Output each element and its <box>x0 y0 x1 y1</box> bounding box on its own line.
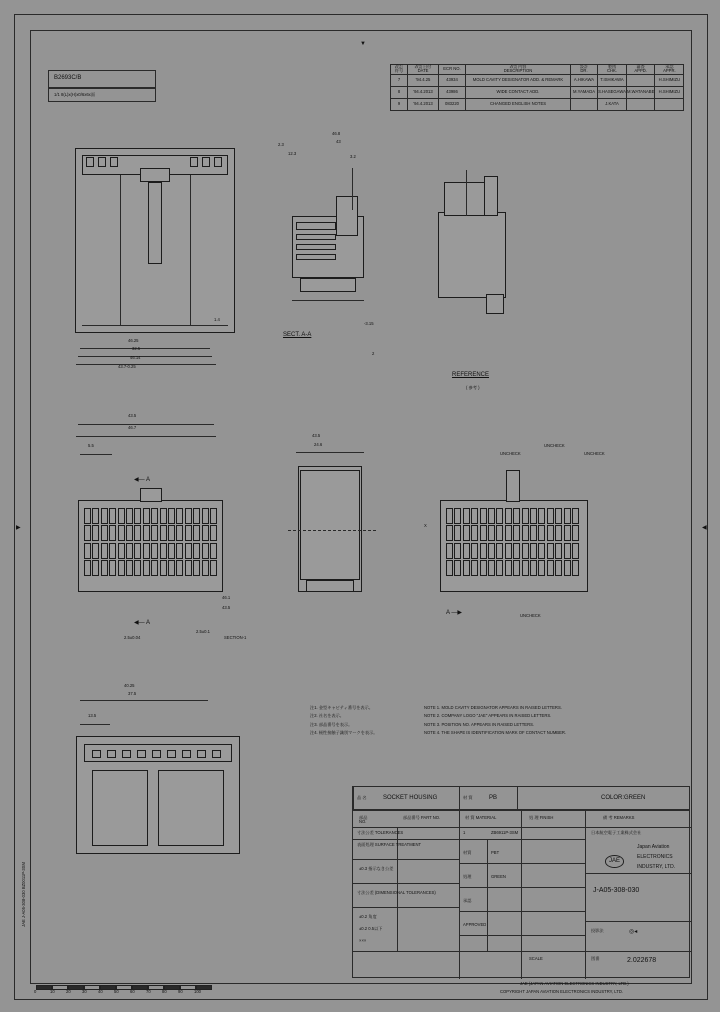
notes-english <box>424 706 664 740</box>
cavity-cell <box>480 525 487 541</box>
cavity-cell <box>185 560 192 576</box>
view-mark-a-right: A —▶ <box>446 610 462 616</box>
dim-top-3: 46.14 <box>130 355 141 360</box>
dim-mid-10: SECTION-1 <box>224 635 247 640</box>
revision-cell: '94.4.2013 <box>408 98 439 110</box>
latch-tooth <box>197 750 206 758</box>
cavity-cell <box>463 525 470 541</box>
dim-mid-x: X <box>424 523 427 528</box>
center-mark-top <box>360 32 366 50</box>
cavity-cell <box>488 560 495 576</box>
cavity-cell <box>480 543 487 559</box>
revision-cell: 7 <box>391 74 408 86</box>
cavity-cell <box>496 543 503 559</box>
cavity-cell <box>572 560 579 576</box>
cavity-cell <box>193 543 200 559</box>
cavity-cell <box>522 560 529 576</box>
revision-cell: J.KATA <box>598 98 627 110</box>
spec-row-material-val: PBT <box>491 850 500 855</box>
cavity-cell <box>446 525 453 541</box>
revision-cell: H.SHIMIZU <box>655 86 684 98</box>
revision-cell: M.YAMADA <box>571 86 598 98</box>
cavity-cell <box>193 508 200 524</box>
view-mark-a-left2: ◀— A <box>134 620 150 626</box>
cavity-cell <box>538 508 545 524</box>
revision-cell: '94.4.2013 <box>408 86 439 98</box>
cavity-cell <box>555 560 562 576</box>
unchecked-3: UNCHECK <box>584 451 605 456</box>
revision-cell <box>627 98 655 110</box>
center-mark-left <box>16 516 21 534</box>
company-en-1: Japan Aviation <box>637 844 670 850</box>
revision-cell <box>571 98 598 110</box>
revision-header: 設計 DR. <box>571 65 598 75</box>
dim-top-7: 3.2 <box>350 154 356 159</box>
spec-col-finish: 処 理 FINISH <box>529 815 554 820</box>
revision-row <box>391 86 684 98</box>
cavity-cell <box>118 525 125 541</box>
cavity-cell <box>555 525 562 541</box>
cavity-cell <box>143 508 150 524</box>
spec-col-remarks: 備 考 REMARKS <box>603 815 635 820</box>
cavity-cell <box>488 543 495 559</box>
cavity-cell <box>572 508 579 524</box>
note-en-4: NOTE 4. THE SHAPE IS IDENTIFICATION MARK OF CONTACT NUMBER. <box>424 730 567 736</box>
cavity-cell <box>101 543 108 559</box>
cavity-cell <box>109 560 116 576</box>
dim-mid-6: 46.1 <box>222 595 231 600</box>
note-en-2: NOTE 2. COMPANY LOGO "JAE" APPEARS IN RAISED LETTERS. <box>424 713 552 719</box>
cavity-cell <box>168 560 175 576</box>
cavity-cell <box>454 508 461 524</box>
cavity-cell <box>454 543 461 559</box>
cavity-cell <box>522 508 529 524</box>
dim-top-10: 2.3 <box>278 142 284 147</box>
cavity-cell <box>151 560 158 576</box>
latch-tooth <box>137 750 146 758</box>
footer-note-1: JAE (JAPAN AVIATION ELECTRONICS INDUSTRY, LTD.) <box>520 981 629 986</box>
cavity-cell <box>522 543 529 559</box>
revision-cell: WIDE CONTACT ADD. <box>466 86 571 98</box>
tolerance-line-4: ±0.2 角度 <box>359 914 377 919</box>
scale-label: SCALE <box>529 956 543 961</box>
third-angle-label: 投影法 <box>591 928 604 933</box>
scale-ruler <box>34 985 201 994</box>
cavity-cell <box>151 543 158 559</box>
notes-japanese <box>310 706 420 740</box>
dim-mid-1: 43.5 <box>128 413 137 418</box>
sheet-number: B2693C/B <box>54 75 82 81</box>
cavity-cell <box>530 525 537 541</box>
cavity-cell <box>176 525 183 541</box>
revision-cell: 083220 <box>439 98 466 110</box>
part-name: SOCKET HOUSING <box>383 795 438 801</box>
note-jp-3: 注3. 部品番号を表示。 <box>310 721 353 727</box>
company-en-3: INDUSTRY, LTD. <box>637 864 676 870</box>
revision-header: 審査 APPD. <box>627 65 655 75</box>
cavity-cell <box>538 543 545 559</box>
revision-cell: 43934 <box>439 74 466 86</box>
cavity-cell <box>118 543 125 559</box>
cavity-cell <box>92 560 99 576</box>
cavity-cell <box>530 508 537 524</box>
scale-tick-label: 10 <box>50 989 55 994</box>
cavity-cell <box>101 525 108 541</box>
approved-label-en: APPROVED <box>463 922 487 927</box>
dim-mid-3: 5.5 <box>88 443 94 448</box>
company-en-2: ELECTRONICS <box>637 854 673 860</box>
cavity-cell <box>202 525 209 541</box>
spec-col-material: 材 質 MATERIAL <box>465 815 497 820</box>
cavity-cell <box>84 508 91 524</box>
scale-tick-label: 100 <box>194 989 201 994</box>
cavity-cell <box>522 525 529 541</box>
cavity-cell <box>572 543 579 559</box>
cavity-cell <box>488 525 495 541</box>
cavity-cell <box>454 560 461 576</box>
cavity-cell <box>185 525 192 541</box>
cavity-cell <box>176 508 183 524</box>
latch-tooth <box>167 750 176 758</box>
material-code: PB <box>489 795 498 801</box>
cavity-cell <box>446 543 453 559</box>
cavity-cell <box>202 508 209 524</box>
spec-row-finish-val: GREEN <box>491 874 506 879</box>
cavity-cell <box>134 560 141 576</box>
revision-cell: S.HASEGAWA <box>598 86 627 98</box>
left-margin-text: JAE J-A05-308-030 BZ0011P-3SM <box>21 862 26 927</box>
color-label: COLOR:GREEN <box>601 795 646 801</box>
revision-header: 改訂日付 DATE <box>408 65 439 75</box>
cavity-cell <box>496 525 503 541</box>
cavity-cell <box>463 560 470 576</box>
dim-bot-3: 13.5 <box>88 713 97 718</box>
spec-row-no: 1 <box>463 830 466 835</box>
dim-bot-2: 37.5 <box>128 691 137 696</box>
sheet-sub-box <box>48 88 156 102</box>
jae-logo: JAE <box>605 855 624 868</box>
latch-tooth <box>182 750 191 758</box>
scale-tick-label: 90 <box>178 989 183 994</box>
tolerance-line-6: ××× <box>359 938 367 943</box>
cavity-cell <box>185 508 192 524</box>
cavity-cell <box>538 525 545 541</box>
cavity-cell <box>126 525 133 541</box>
titleblock-main <box>352 810 690 978</box>
dim-top-1: 46.25 <box>128 338 139 343</box>
cavity-cell <box>471 543 478 559</box>
cavity-cell <box>547 543 554 559</box>
dim-top-5: 46.8 <box>332 131 341 136</box>
note-jp-2: 注2. 社名を表示。 <box>310 713 344 719</box>
cavity-cell <box>463 508 470 524</box>
unchecked-2: UNCHECK <box>544 443 565 448</box>
section-label: SECT. A-A <box>283 332 312 338</box>
cavity-cell <box>446 508 453 524</box>
doc-no-label: 図番 <box>591 956 600 961</box>
tolerance-title: 寸法公差 TOLERANCES <box>357 830 404 835</box>
cavity-cell <box>471 560 478 576</box>
cavity-cell <box>564 508 571 524</box>
cavity-cell <box>92 508 99 524</box>
cavity-cell <box>505 543 512 559</box>
cavity-cell <box>193 525 200 541</box>
revision-cell: 9 <box>391 98 408 110</box>
scale-tick-label: 40 <box>98 989 103 994</box>
cavity-cell <box>572 525 579 541</box>
revision-cell: MOLD CAVITY DESIGNATOR ADD. & REMARK <box>466 74 571 86</box>
dim-top-8: -3.15 <box>364 321 374 326</box>
cavity-cell <box>505 525 512 541</box>
dim-mid-7: 43.5 <box>222 605 231 610</box>
cavity-cell <box>168 508 175 524</box>
cavity-cell <box>202 560 209 576</box>
drawing-number: J-A05-308-030 <box>593 887 640 894</box>
cavity-cell <box>118 508 125 524</box>
cavity-cell <box>134 508 141 524</box>
cavity-cell <box>210 508 217 524</box>
cavity-cell <box>505 560 512 576</box>
cavity-cell <box>109 508 116 524</box>
view-mark-a-left: ◀— A <box>134 477 150 483</box>
note-en-3: NOTE 3. POSITION NO. APPEARS IN RAISED LETTERS. <box>424 721 535 727</box>
revision-header: 改訂 符号 <box>391 65 408 75</box>
cavity-cell <box>210 560 217 576</box>
tolerance-line-5: ±0.2 0.5以下 <box>359 926 383 931</box>
dim-bot-1: 40.25 <box>124 683 135 688</box>
cavity-cell <box>463 543 470 559</box>
spec-row-material: 材質 <box>463 850 472 855</box>
doc-number: 2.022678 <box>627 957 657 964</box>
titleblock-top-row <box>352 786 690 810</box>
cavity-cell <box>513 508 520 524</box>
cavity-cell <box>176 560 183 576</box>
revision-header: 承認 APPR. <box>655 65 684 75</box>
tolerance-line-3: ±0.3 指示なき公差 <box>359 866 394 871</box>
dim-top-2: 32.5 <box>132 346 141 351</box>
cavity-cell <box>513 525 520 541</box>
cavity-cell <box>176 543 183 559</box>
spec-col-partno: 部品番号 PART NO. <box>403 815 441 820</box>
cavity-cell <box>101 508 108 524</box>
cavity-cell <box>547 508 554 524</box>
sheet-sub: 1/1 8(L)x(H)x0/6x6x面 <box>54 92 95 97</box>
dim-top-4: 43.7-0.25 <box>118 364 136 369</box>
spec-row-finish: 処理 <box>463 874 472 879</box>
cavity-cell <box>480 560 487 576</box>
note-jp-1: 注1. 金型キャビティ番号を表示。 <box>310 705 373 710</box>
cavity-cell <box>160 508 167 524</box>
cavity-cell <box>547 560 554 576</box>
cavity-cell <box>564 525 571 541</box>
dim-mid-4: 43.5 <box>312 433 321 438</box>
cavity-cell <box>210 543 217 559</box>
latch-tooth <box>152 750 161 758</box>
scale-tick-label: 60 <box>130 989 135 994</box>
cavity-cell <box>193 560 200 576</box>
latch-tooth <box>107 750 116 758</box>
revision-cell: 43986 <box>439 86 466 98</box>
dim-mid-2: 46.7 <box>128 425 137 430</box>
dim-mid-5: 24.6 <box>314 442 323 447</box>
revision-cell: 8 <box>391 86 408 98</box>
cavity-cell <box>126 508 133 524</box>
cavity-cell <box>555 543 562 559</box>
spec-row-partno: ZB6911P-3SM <box>491 830 519 835</box>
titleblock-material-label: 材 質 <box>463 795 473 800</box>
dim-top-12: 1.4 <box>214 317 220 322</box>
unchecked-1: UNCHECK <box>500 451 521 456</box>
cavity-cell <box>480 508 487 524</box>
cavity-cell <box>530 543 537 559</box>
revision-cell: A.HIKAWA <box>571 74 598 86</box>
revision-header: ECR NO. <box>439 65 466 75</box>
cavity-cell <box>168 525 175 541</box>
cavity-cell <box>126 560 133 576</box>
cavity-cell <box>160 560 167 576</box>
cavity-cell <box>488 508 495 524</box>
cavity-cell <box>446 560 453 576</box>
footer-note-2: COPYRIGHT JAPAN AVIATION ELECTRONICS INDUSTRY, LTD. <box>500 989 624 994</box>
latch-tooth <box>122 750 131 758</box>
cavity-cell <box>118 560 125 576</box>
cavity-cell <box>151 508 158 524</box>
cavity-cell <box>160 525 167 541</box>
titleblock-name-label: 品 名 <box>357 795 367 800</box>
cavity-cell <box>143 525 150 541</box>
cavity-cell <box>143 543 150 559</box>
cavity-cell <box>496 560 503 576</box>
reference-label: REFERENCE <box>452 372 490 378</box>
latch-tooth <box>92 750 101 758</box>
revision-cell <box>655 98 684 110</box>
cavity-cell <box>538 560 545 576</box>
dim-top-9: 2 <box>372 351 375 356</box>
cavity-cell <box>564 560 571 576</box>
cavity-cell <box>84 543 91 559</box>
dim-mid-9: 2.5±0.1 <box>196 629 210 634</box>
cavity-cell <box>513 560 520 576</box>
cavity-cell <box>160 543 167 559</box>
cavity-cell <box>101 560 108 576</box>
scale-tick-label: 0 <box>34 989 37 994</box>
cavity-cell <box>109 525 116 541</box>
cavity-cell <box>84 560 91 576</box>
revision-cell: '94.4.25 <box>408 74 439 86</box>
third-angle-symbol: ◎◂ <box>629 929 638 935</box>
cavity-cell <box>151 525 158 541</box>
cavity-cell <box>547 525 554 541</box>
revision-cell: T.ISHIKAWA <box>598 74 627 86</box>
revision-cell <box>627 74 655 86</box>
dim-top-6: 43 <box>336 139 341 144</box>
cavity-cell <box>564 543 571 559</box>
cavity-cell <box>513 543 520 559</box>
cavity-cell <box>471 508 478 524</box>
cavity-cell <box>134 525 141 541</box>
cavity-cell <box>92 525 99 541</box>
revision-row <box>391 98 684 110</box>
revision-header: 改訂内容 DESCRIPTION <box>466 65 571 75</box>
cavity-cell <box>92 543 99 559</box>
cavity-cell <box>126 543 133 559</box>
cavity-cell <box>530 560 537 576</box>
cavity-cell <box>496 508 503 524</box>
sheet-number-box <box>48 70 156 88</box>
surface-treatment: 表面処理 SURFACE TREATMENT <box>357 842 422 847</box>
scale-tick-label: 80 <box>162 989 167 994</box>
unchecked-4: UNCHECK <box>520 613 541 618</box>
scale-tick-label: 20 <box>66 989 71 994</box>
scale-tick-label: 70 <box>146 989 151 994</box>
cavity-cell <box>185 543 192 559</box>
note-en-1: NOTE 1. MOLD CAVITY DESIGNATOR APPEARS IN RAISED LETTERS. <box>424 705 562 710</box>
revision-header: 製図 CHK. <box>598 65 627 75</box>
reference-label-jp: ( 参考 ) <box>466 385 480 390</box>
revision-cell: CHANGED ENGLISH NOTES <box>466 98 571 110</box>
cavity-cell <box>134 543 141 559</box>
cavity-cell <box>202 543 209 559</box>
revision-cell: H.SHIMIZU <box>655 74 684 86</box>
note-jp-4: 注4. 極性接触子識別マークを表示。 <box>310 730 378 736</box>
revision-table <box>390 64 684 111</box>
cavity-cell <box>505 508 512 524</box>
center-mark-right <box>702 516 707 534</box>
cavity-cell <box>454 525 461 541</box>
spec-col-no: 部品 NO. <box>359 815 368 825</box>
cavity-cell <box>109 543 116 559</box>
company-jp: 日本航空電子工業株式会社 <box>591 830 642 835</box>
dimensional-tolerances: 寸法公差 (DIMENSIONAL TOLERANCES) <box>357 890 436 895</box>
dim-mid-8: 2.5±0.04 <box>124 635 141 640</box>
dim-top-11: 12.3 <box>288 151 297 156</box>
scale-tick-label: 30 <box>82 989 87 994</box>
cavity-cell <box>555 508 562 524</box>
latch-tooth <box>212 750 221 758</box>
cavity-cell <box>471 525 478 541</box>
cavity-cell <box>210 525 217 541</box>
revision-row <box>391 74 684 86</box>
cavity-cell <box>168 543 175 559</box>
cavity-cell <box>143 560 150 576</box>
scale-tick-label: 50 <box>114 989 119 994</box>
approved-label: 承認 <box>463 898 472 903</box>
revision-cell: M.WATANABE <box>627 86 655 98</box>
cavity-cell <box>84 525 91 541</box>
